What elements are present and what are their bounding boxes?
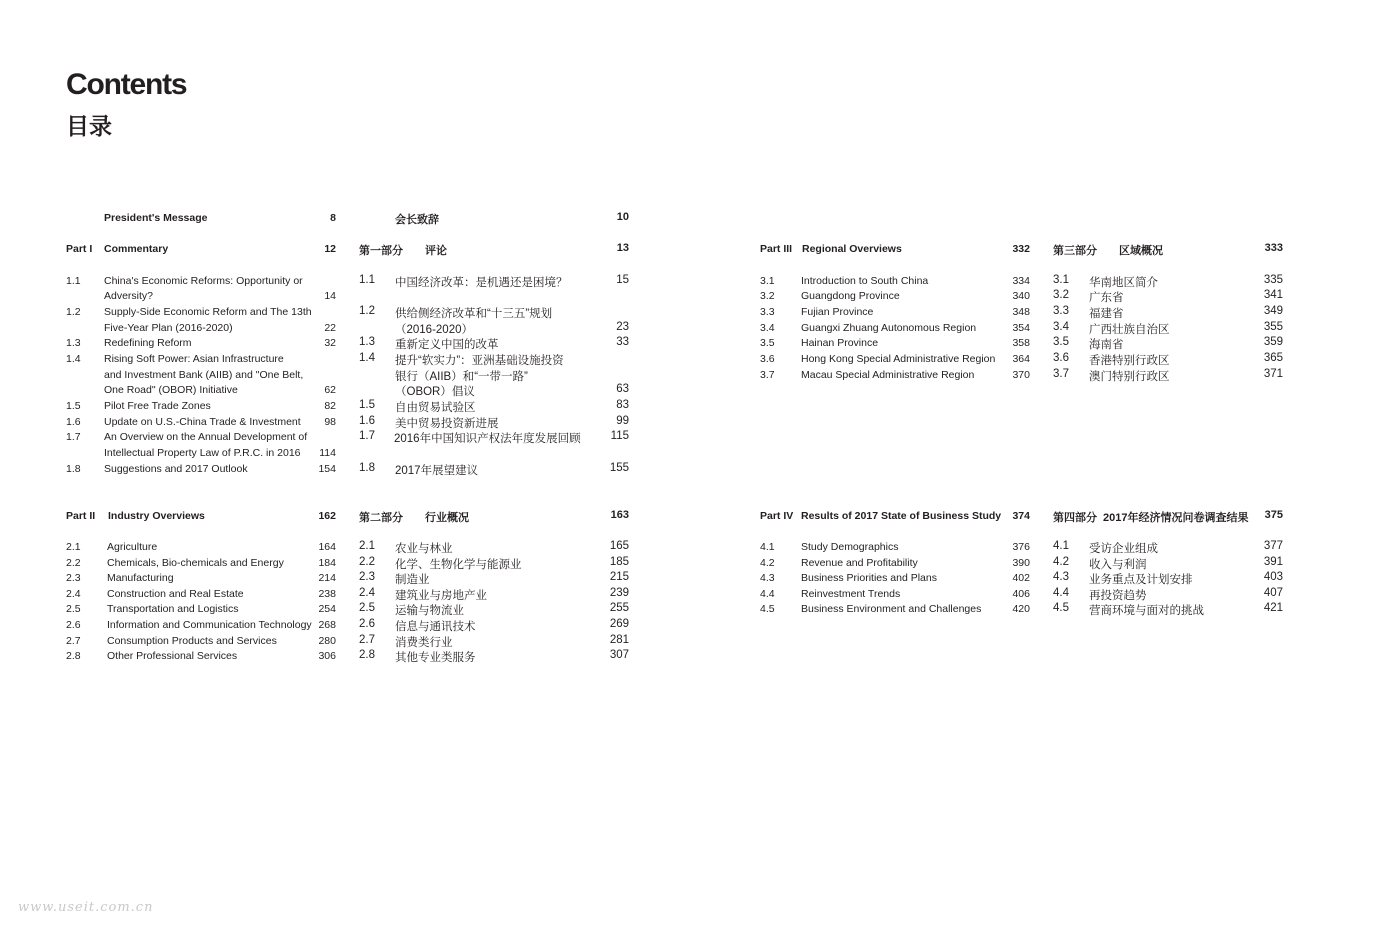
toc-page-number: 239 [609, 587, 629, 599]
toc-entry-title: 区域概况 [1119, 245, 1163, 257]
toc-page-number: 185 [609, 556, 629, 568]
toc-entry-number: 1.3 [359, 336, 375, 348]
toc-entry-number: 2.3 [359, 571, 375, 583]
toc-page-number: 268 [318, 619, 336, 631]
toc-entry-title: President's Message [104, 212, 208, 224]
toc-entry-number: 4.3 [1053, 571, 1069, 583]
toc-entry-title: 其他专业类服务 [395, 652, 476, 664]
toc-entry-title: 制造业 [395, 574, 430, 586]
toc-entry-title: Adversity? [104, 290, 154, 302]
toc-entry-number: 3.5 [1053, 336, 1069, 348]
toc-page-number: 355 [1263, 321, 1283, 333]
toc-page-number: 391 [1263, 556, 1283, 568]
toc-page-number: 154 [318, 463, 336, 475]
toc-entry-title: Suggestions and 2017 Outlook [104, 463, 248, 475]
toc-entry-number: 4.5 [1053, 602, 1069, 614]
toc-entry-title: 建筑业与房地产业 [395, 590, 487, 602]
toc-entry-number: 2.5 [359, 602, 375, 614]
toc-entry-number: 4.1 [760, 541, 775, 553]
toc-entry-title: Transportation and Logistics [107, 603, 239, 615]
page-title-chinese: 目录 [66, 113, 112, 139]
toc-entry-title: Commentary [104, 243, 169, 255]
toc-page-number: 82 [324, 400, 336, 412]
toc-entry-number: 2.4 [66, 588, 81, 600]
toc-entry-number: 1.6 [66, 416, 81, 428]
toc-page-number: 402 [1012, 572, 1030, 584]
toc-entry-title: Intellectual Property Law of P.R.C. in 2016 [104, 447, 301, 459]
toc-entry-number: Part I [66, 243, 93, 255]
toc-entry-number: 2.5 [66, 603, 81, 615]
toc-page-number: 335 [1263, 274, 1283, 286]
toc-entry-number: 4.4 [1053, 587, 1069, 599]
toc-entry-title: 信息与通讯技术 [395, 621, 476, 633]
toc-entry-number: 2.7 [66, 635, 81, 647]
toc-entry-number: 1.7 [359, 430, 375, 442]
toc-page-number: 420 [1012, 603, 1030, 615]
toc-entry-number: 3.4 [1053, 321, 1069, 333]
toc-entry-title: Supply-Side Economic Reform and The 13th [104, 306, 312, 318]
toc-entry-title: Macau Special Administrative Region [801, 369, 975, 381]
toc-entry-title: 收入与利润 [1089, 559, 1147, 571]
toc-page-number: 407 [1263, 587, 1283, 599]
toc-entry-title: 农业与林业 [395, 543, 453, 555]
toc-page-number: 12 [324, 243, 336, 255]
toc-entry-number: 3.6 [760, 353, 775, 365]
toc-page-number: 22 [324, 322, 336, 334]
toc-entry-title: 华南地区简介 [1089, 277, 1158, 289]
toc-entry-number: 3.1 [1053, 274, 1069, 286]
toc-page-number: 155 [609, 462, 629, 474]
toc-page-number: 358 [1012, 337, 1030, 349]
toc-page-number: 375 [1264, 509, 1283, 521]
toc-entry-number: 3.3 [1053, 305, 1069, 317]
toc-entry-title: 银行（AIIB）和“一带一路” [395, 371, 528, 383]
toc-page-number: 83 [616, 399, 629, 411]
toc-entry-number: 4.2 [1053, 556, 1069, 568]
toc-entry-title: Consumption Products and Services [107, 635, 277, 647]
toc-entry-number: 1.2 [66, 306, 81, 318]
toc-entry-title: Introduction to South China [801, 275, 929, 287]
toc-page-number: 164 [318, 541, 336, 553]
toc-entry-number: 4.2 [760, 557, 775, 569]
toc-page-number: 307 [609, 649, 629, 661]
toc-entry-title: Construction and Real Estate [107, 588, 244, 600]
toc-entry-title: 2016年中国知识产权法年度发展回顾 [394, 433, 581, 445]
toc-entry-title: Five-Year Plan (2016-2020) [104, 322, 233, 334]
toc-entry-title: Reinvestment Trends [801, 588, 901, 600]
toc-page-number: 215 [609, 571, 629, 583]
watermark: www.useit.com.cn [18, 900, 154, 915]
toc-entry-title: and Investment Bank (AIIB) and "One Belt, [104, 369, 304, 381]
toc-entry-title: 供给侧经济改革和“十三五”规划 [395, 308, 553, 320]
toc-entry-number: 1.7 [66, 431, 81, 443]
toc-page-number: 99 [616, 415, 629, 427]
toc-page-number: 184 [318, 557, 336, 569]
toc-page-number: 165 [609, 540, 629, 552]
toc-entry-title: Other Professional Services [107, 650, 238, 662]
toc-page-number: 63 [616, 383, 629, 395]
toc-entry-title: Study Demographics [801, 541, 899, 553]
toc-entry-number: 1.4 [359, 352, 375, 364]
toc-page-number: 255 [609, 602, 629, 614]
toc-entry-title: 自由贸易试验区 [395, 402, 476, 414]
toc-page-number: 13 [616, 242, 629, 254]
toc-entry-number: 2.2 [66, 557, 81, 569]
toc-entry-number: 2.6 [359, 618, 375, 630]
toc-entry-number: 3.5 [760, 337, 775, 349]
toc-page-number: 254 [318, 603, 336, 615]
toc-entry-number: 2.6 [66, 619, 81, 631]
toc-page-number: 62 [324, 384, 336, 396]
toc-entry-number: 3.2 [1053, 289, 1069, 301]
toc-entry-title: （2016-2020） [395, 324, 473, 336]
toc-entry-title: Fujian Province [801, 306, 874, 318]
toc-entry-number: 2.4 [359, 587, 375, 599]
toc-page-number: 376 [1012, 541, 1030, 553]
toc-entry-title: 2017年经济情况问卷调查结果 [1103, 512, 1249, 524]
toc-page-number: 359 [1263, 336, 1283, 348]
toc-entry-title: 广东省 [1089, 292, 1124, 304]
toc-entry-title: Manufacturing [107, 572, 174, 584]
toc-entry-number: 1.8 [66, 463, 81, 475]
toc-page-number: 334 [1012, 275, 1030, 287]
toc-entry-number: 1.6 [359, 415, 375, 427]
toc-entry-number: 4.3 [760, 572, 775, 584]
toc-entry-title: 香港特别行政区 [1089, 355, 1170, 367]
toc-entry-title: 业务重点及计划安排 [1089, 574, 1193, 586]
toc-entry-number: 2.3 [66, 572, 81, 584]
toc-page-number: 238 [318, 588, 336, 600]
toc-entry-number: Part IV [760, 510, 794, 522]
toc-entry-title: Guangxi Zhuang Autonomous Region [801, 322, 977, 334]
toc-entry-title: Revenue and Profitability [801, 557, 918, 569]
toc-entry-number: Part II [66, 510, 96, 522]
toc-entry-title: One Road" (OBOR) Initiative [104, 384, 238, 396]
toc-entry-title: Information and Communication Technology [107, 619, 312, 631]
toc-entry-number: 4.4 [760, 588, 775, 600]
toc-entry-title: Regional Overviews [802, 243, 902, 255]
page-title: Contents [66, 68, 187, 101]
toc-page-number: 340 [1012, 290, 1030, 302]
toc-entry-title: Update on U.S.-China Trade & Investment [104, 416, 301, 428]
toc-page-number: 370 [1012, 369, 1030, 381]
toc-entry-title: 广西壮族自治区 [1089, 324, 1170, 336]
toc-entry-number: 2.8 [66, 650, 81, 662]
toc-entry-number: 3.6 [1053, 352, 1069, 364]
toc-entry-number: 1.1 [359, 274, 375, 286]
toc-entry-number: 2.1 [359, 540, 375, 552]
toc-entry-title: 福建省 [1089, 308, 1124, 320]
toc-page-number: 371 [1263, 368, 1283, 380]
toc-entry-title: 海南省 [1089, 339, 1124, 351]
toc-entry-title: 行业概况 [425, 512, 469, 524]
toc-entry-number: 1.5 [359, 399, 375, 411]
toc-page-number: 15 [616, 274, 629, 286]
toc-entry-title: Hong Kong Special Administrative Region [801, 353, 996, 365]
toc-entry-number: 第一部分 [359, 245, 403, 257]
toc-page-number: 341 [1263, 289, 1283, 301]
toc-entry-title: 澳门特别行政区 [1089, 371, 1170, 383]
toc-page-number: 8 [330, 212, 336, 224]
toc-entry-number: 1.2 [359, 305, 375, 317]
toc-page-number: 14 [324, 290, 336, 302]
toc-entry-number: 1.4 [66, 353, 81, 365]
toc-entry-number: 第二部分 [359, 512, 403, 524]
toc-page-number: 163 [610, 509, 629, 521]
toc-page-number: 98 [324, 416, 336, 428]
toc-page-number: 403 [1263, 571, 1283, 583]
toc-page-number: 390 [1012, 557, 1030, 569]
toc-entry-title: 消费类行业 [395, 637, 453, 649]
toc-page-number: 32 [324, 337, 336, 349]
toc-entry-title: Industry Overviews [108, 510, 205, 522]
toc-entry-title: Business Environment and Challenges [801, 603, 982, 615]
toc-page-number: 349 [1263, 305, 1283, 317]
toc-page-number: 406 [1012, 588, 1030, 600]
toc-entry-title: 中国经济改革：是机遇还是困境？ [395, 277, 568, 289]
toc-entry-title: 重新定义中国的改革 [395, 339, 499, 351]
toc-entry-number: Part III [760, 243, 793, 255]
toc-page-number: 281 [609, 634, 629, 646]
toc-entry-number: 3.1 [760, 275, 775, 287]
toc-page-number: 377 [1263, 540, 1283, 552]
toc-entry-title: 提升“软实力”：亚洲基础设施投资 [395, 355, 564, 367]
toc-entry-number: 3.4 [760, 322, 775, 334]
toc-page-number: 354 [1012, 322, 1030, 334]
toc-entry-title: Rising Soft Power: Asian Infrastructure [104, 353, 284, 365]
toc-page-number: 162 [318, 510, 336, 522]
toc-page-number: 23 [616, 321, 629, 333]
toc-page-number: 114 [319, 447, 336, 459]
toc-entry-number: 2.2 [359, 556, 375, 568]
toc-entry-title: Agriculture [107, 541, 158, 553]
toc-entry-number: 2.8 [359, 649, 375, 661]
toc-entry-number: 4.5 [760, 603, 775, 615]
toc-page-number: 10 [616, 211, 629, 223]
toc-entry-number: 2.1 [66, 541, 81, 553]
toc-page-number: 421 [1263, 602, 1283, 614]
toc-entry-title: 2017年展望建议 [395, 465, 479, 477]
toc-entry-title: Guangdong Province [801, 290, 900, 302]
toc-page-number: 365 [1263, 352, 1283, 364]
toc-entry-number: 2.7 [359, 634, 375, 646]
toc-page-number: 115 [610, 430, 629, 442]
toc-entry-number: 3.3 [760, 306, 775, 318]
toc-entry-title: Business Priorities and Plans [801, 572, 937, 584]
toc-entry-number: 1.5 [66, 400, 81, 412]
toc-entry-title: 美中贸易投资新进展 [395, 418, 499, 430]
toc-entry-title: 运输与物流业 [395, 605, 464, 617]
toc-entry-number: 第三部分 [1053, 245, 1097, 257]
toc-entry-number: 1.8 [359, 462, 375, 474]
toc-entry-number: 3.2 [760, 290, 775, 302]
toc-entry-title: （OBOR）倡议 [395, 386, 475, 398]
toc-page-number: 332 [1012, 243, 1030, 255]
toc-entry-title: Hainan Province [801, 337, 879, 349]
toc-page-number: 374 [1012, 510, 1030, 522]
toc-entry-number: 4.1 [1053, 540, 1069, 552]
toc-entry-title: An Overview on the Annual Development of [104, 431, 308, 443]
toc-entry-number: 3.7 [760, 369, 775, 381]
toc-entry-number: 1.3 [66, 337, 81, 349]
toc-entry-number: 3.7 [1053, 368, 1069, 380]
toc-entry-title: 营商环境与面对的挑战 [1089, 605, 1204, 617]
toc-page-number: 269 [609, 618, 629, 630]
toc-entry-number: 第四部分 [1053, 512, 1097, 524]
toc-entry-title: Chemicals, Bio-chemicals and Energy [107, 557, 284, 569]
toc-entry-title: 评论 [425, 245, 447, 257]
toc-entry-number: 1.1 [66, 275, 81, 287]
toc-entry-title: Results of 2017 State of Business Study [801, 510, 1002, 522]
toc-entry-title: 化学、生物化学与能源业 [395, 559, 522, 571]
toc-page-number: 348 [1012, 306, 1030, 318]
toc-page-number: 33 [616, 336, 629, 348]
toc-entry-title: Redefining Reform [104, 337, 192, 349]
toc-entry-title: 会长致辞 [395, 214, 439, 226]
toc-entry-title: 受访企业组成 [1089, 543, 1158, 555]
toc-page-number: 306 [318, 650, 336, 662]
toc-page-number: 333 [1264, 242, 1283, 254]
toc-entry-title: Pilot Free Trade Zones [104, 400, 211, 412]
toc-entry-title: 再投资趋势 [1089, 590, 1147, 602]
toc-entry-title: China's Economic Reforms: Opportunity or [104, 275, 303, 287]
toc-page-number: 364 [1012, 353, 1030, 365]
toc-page-number: 214 [318, 572, 336, 584]
toc-page-number: 280 [318, 635, 336, 647]
